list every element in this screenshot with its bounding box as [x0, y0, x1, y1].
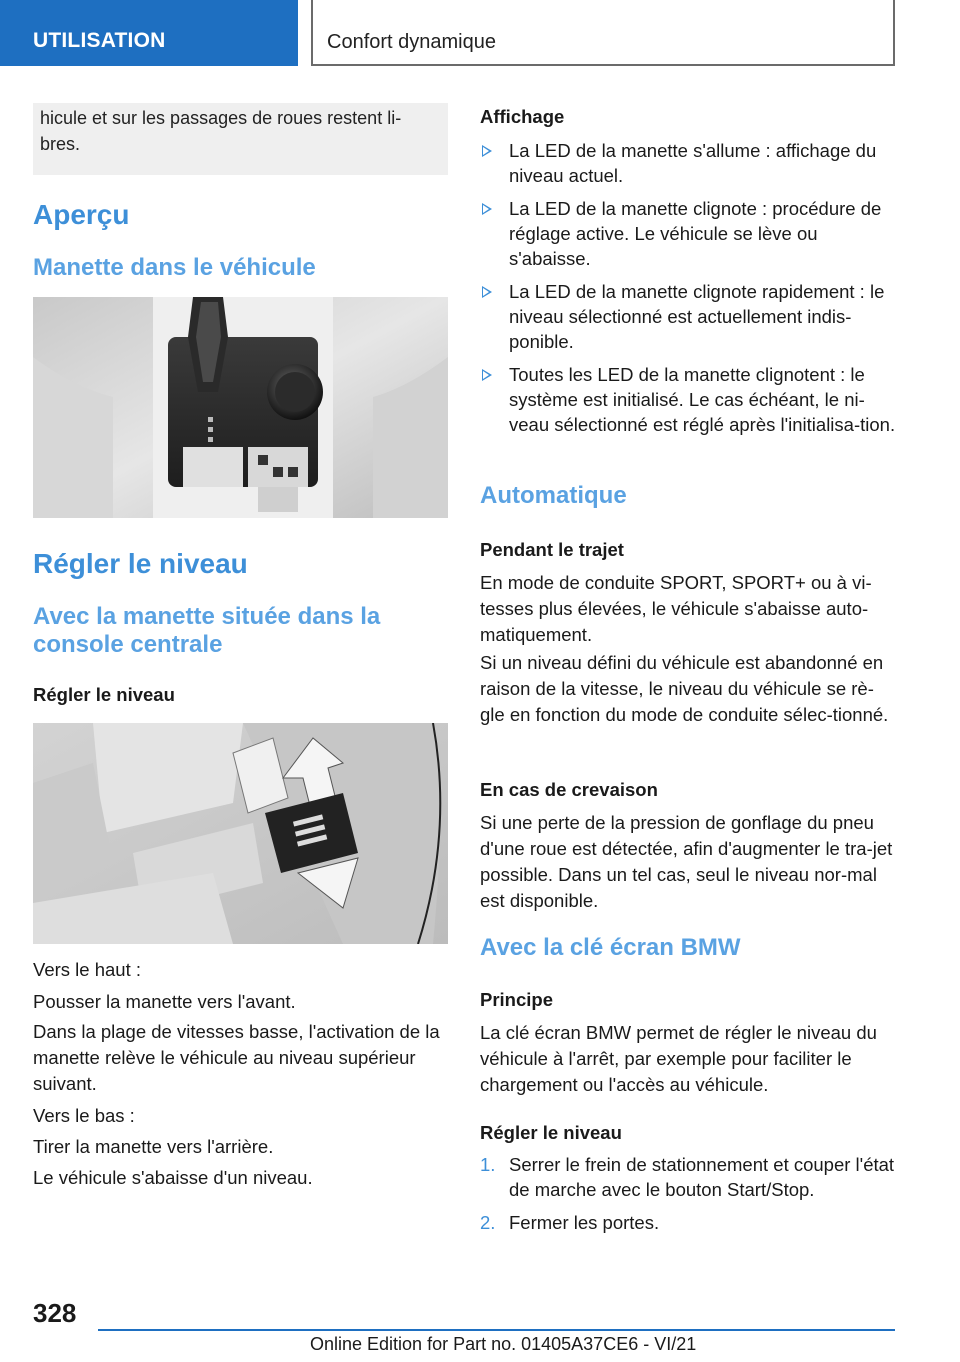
continuation-text: hicule et sur les passages de roues restent li-bres.: [40, 108, 402, 154]
footer-edition: Online Edition for Part no. 01405A37CE6 - VI/21: [310, 1334, 697, 1354]
principe-paragraph: La clé écran BMW permet de régler le niveau du véhicule à l'arrêt, par exemple pour faciliter le chargement ou l'accès au véhicule.: [480, 1022, 877, 1095]
list-item: La LED de la manette s'allume : affichage du niveau actuel.: [480, 138, 896, 188]
crevaison-heading: En cas de crevaison: [480, 779, 658, 800]
affichage-list: [480, 138, 896, 445]
regler-heading: Régler le niveau: [33, 548, 248, 579]
trajet-paragraph-1: En mode de conduite SPORT, SPORT+ ou à vi-tesses plus élevées, le véhicule s'abaisse auto-matiquement.: [480, 572, 872, 645]
affichage-heading: Affichage: [480, 106, 565, 127]
trajet-paragraph-2: Si un niveau défini du véhicule est abandonné en raison de la vitesse, le niveau du véhicule se rè-gle en fonction du mode de conduite sélec-tionné.: [480, 652, 889, 725]
list-item: La LED de la manette clignote rapidement : le niveau sélectionné est actuellement indis-ponible.: [480, 279, 896, 354]
continuation-note: [33, 103, 448, 175]
crevaison-paragraph: Si une perte de la pression de gonflage du pneu d'une roue est détectée, afin d'augmenter le tra-jet possible. Dans un tel cas, seul le niveau nor-mal est disponible.: [480, 812, 893, 911]
height-switch-illustration: [33, 723, 448, 944]
automatique-heading: Automatique: [480, 482, 627, 509]
regler-niveau-heading: Régler le niveau: [480, 1122, 622, 1143]
paragraph-down-action: Tirer la manette vers l'arrière.: [33, 1136, 274, 1157]
regler-subheading: Régler le niveau: [33, 684, 175, 705]
page-header: [0, 0, 960, 66]
center-console-photo: [33, 297, 448, 518]
list-item: 1. Serrer le frein de stationnement et couper l'état de marche avec le bouton Start/Stop.: [480, 1154, 895, 1200]
trajet-heading: Pendant le trajet: [480, 539, 624, 560]
section-title: UTILISATION: [0, 0, 298, 66]
paragraph-up-action: Pousser la manette vers l'avant.: [33, 991, 296, 1012]
paragraph-up-detail: Dans la plage de vitesses basse, l'activation de la manette relève le véhicule au niveau supérieur suivant.: [33, 1021, 440, 1094]
paragraph-down-detail: Le véhicule s'abaisse d'un niveau.: [33, 1167, 313, 1188]
paragraph-down-label: Vers le bas :: [33, 1105, 135, 1126]
list-item: Toutes les LED de la manette clignotent : le système est initialisé. Le cas échéant, le ni-veau sélectionné est réglé après l'initialisa-tion.: [480, 362, 896, 437]
console-heading: Avec la manette située dans la console centrale: [33, 603, 381, 658]
list-item: 2. Fermer les portes.: [480, 1212, 660, 1233]
height-switch-photo: [33, 723, 448, 944]
cle-ecran-heading: Avec la clé écran BMW: [480, 934, 741, 961]
apercu-heading: Aperçu: [33, 199, 130, 230]
triangle-bullet-icon: [482, 145, 492, 157]
step-number: 1.: [480, 1154, 496, 1175]
list-item: La LED de la manette clignote : procédure de réglage active. Le véhicule se lève ou s'abaisse.: [480, 196, 896, 271]
footer-divider: [98, 1329, 895, 1331]
triangle-bullet-icon: [482, 203, 492, 215]
steps-list: [480, 1152, 896, 1243]
center-console-illustration: [33, 297, 448, 518]
page-number: 328: [33, 1298, 77, 1328]
triangle-bullet-icon: [482, 369, 492, 381]
chapter-title: Confort dynamique: [311, 0, 895, 66]
principe-heading: Principe: [480, 989, 553, 1010]
manette-heading: Manette dans le véhicule: [33, 254, 316, 281]
paragraph-up-label: Vers le haut :: [33, 959, 141, 980]
step-number: 2.: [480, 1212, 496, 1233]
triangle-bullet-icon: [482, 286, 492, 298]
